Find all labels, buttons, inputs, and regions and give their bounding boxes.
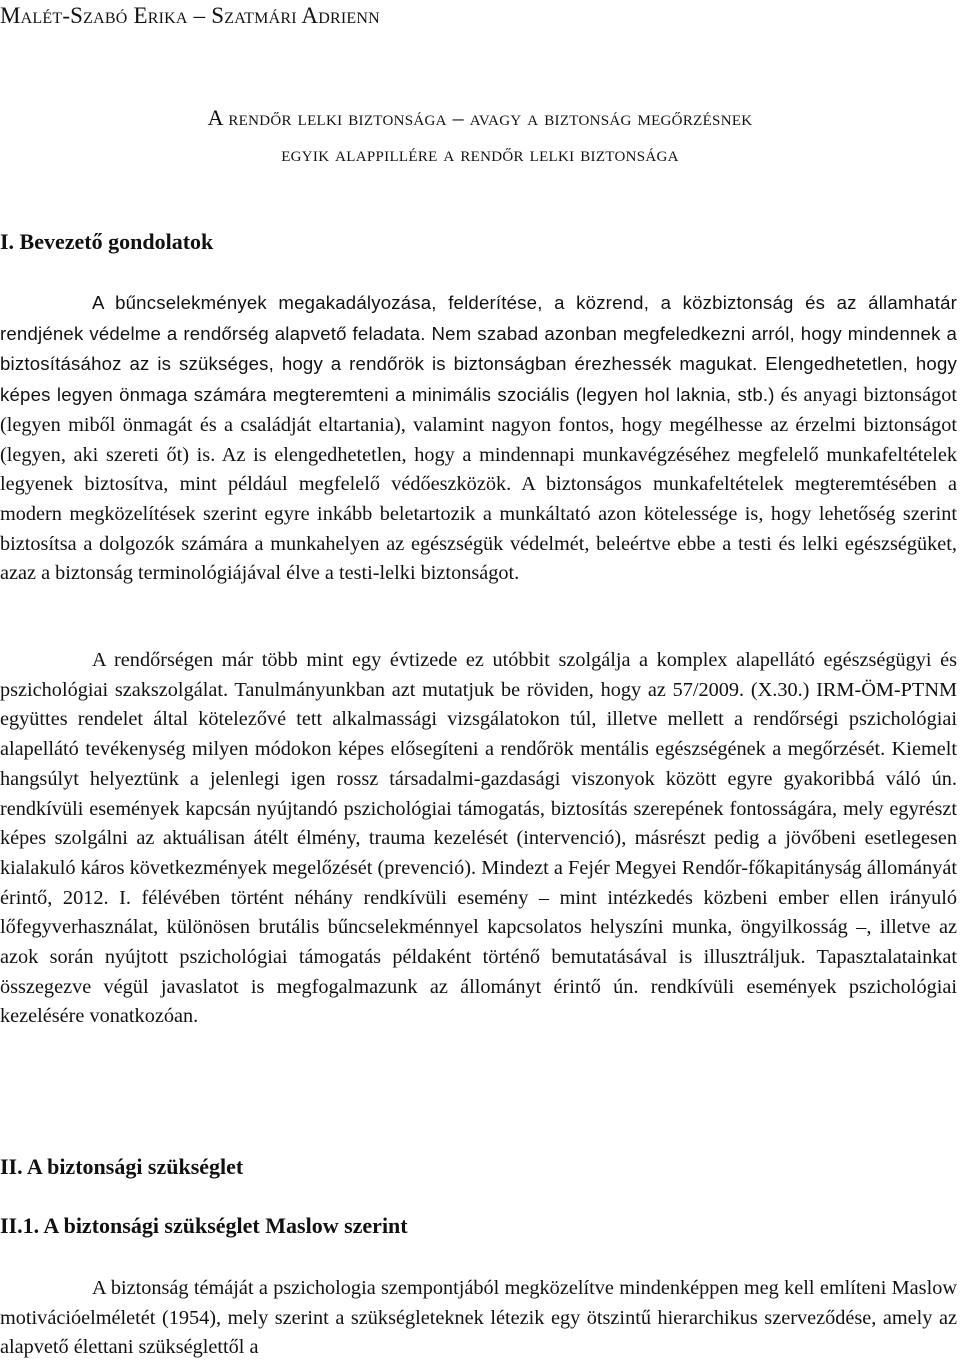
document-title (0, 100, 960, 172)
intro-paragraph-1 (0, 288, 957, 589)
intro-paragraph-2 (0, 646, 957, 1032)
section-heading-introduction: I. Bevezető gondolatok (0, 229, 214, 254)
section-heading-security-need: II. A biztonsági szükséglet (0, 1154, 244, 1179)
subsection-heading-maslow: II.1. A biztonsági szükséglet Maslow szerint (0, 1213, 408, 1238)
author-line: Malét-Szabó Erika – Szatmári Adrienn (0, 3, 380, 28)
intro-paragraph-2-text: A rendőrségen már több mint egy évtizede ez utóbbit szolgálja a komplex alapellátó egészségügyi és pszichológiai szakszolgálat. Tanulmányunkban azt mutatjuk be röviden, hogy az 57/2009. (X.30.) IRM-ÖM-PTNM együttes rendelet által kötelezővé tett alkalmassági vizsgálatokon túl, illetve mellett a rendőrségi pszichológiai alapellátó tevékenység milyen módokon képes elősegíteni a rendőrök mentális egészségének a megőrzését. Kiemelt hangsúlyt helyeztünk a jelenlegi igen rossz társadalmi-gazdasági viszonyok között egyre gyakoribbá váló ún. rendkívüli események kapcsán nyújtandó pszichológiai támogatás, biztosítás szerepének fontosságára, mely egyrészt képes szolgálni az aktuálisan átélt élmény, trauma kezelését (intervenció), másrészt pedig a jövőbeni esetlegesen kialakuló káros következmények megelőzését (prevenció). Mindezt a Fejér Megyei Rendőr-főkapitányság állományát érintő, 2012. I. félévében történt néhány rendkívüli esemény – mint intézkedés közbeni ember ellen irányuló lőfegyverhasználat, különösen brutális bűncselekménnyel kapcsolatos helyszíni munka, öngyilkosság –, illetve az azok során nyújtott pszichológiai támogatás példaként történő bemutatásával is illusztráljuk. Tapasztalatainkat összegezve végül javaslatot is megfogalmazunk az állományt érintő ún. rendkívüli események pszichológiai kezelésére vonatkozóan. (0, 649, 957, 1028)
title-line-1: A rendőr lelki biztonsága – avagy a biztonság megőrzésnek (207, 105, 753, 130)
intro-paragraph-1-sans: A bűncselekmények megakadályozása, felderítése, a közrend, a közbiztonság és az államhatár rendjének védelme a rendőrség alapvető feladata. Nem szabad azonban megfeledkezni arról, hogy mindennek a biztosításához az is szükséges, hogy a rendőrök is biztonságban érezhessék magukat. Elengedhetetlen, hogy képes legyen önmaga számára megteremteni a minimális szociális (legyen hol laknia, stb.) (0, 292, 957, 406)
maslow-paragraph-text: A biztonság témáját a pszichologia szempontjából megközelítve mindenképpen meg kell említeni Maslow motivációelméletét (1954), mely szerint a szükségleteknek létezik egy ötszintű hierarchikus szerveződése, amely az alapvető élettani szükséglettől a (0, 1277, 957, 1359)
maslow-paragraph (0, 1274, 957, 1363)
intro-paragraph-1-serif: és anyagi biztonságot (legyen miből önmagát és a családját eltartania), valamint nagyon fontos, hogy megélhesse az érzelmi biztonságot (legyen, aki szereti őt) is. Az is elengedhetetlen, hogy a mindennapi munkavégzéséhez megfelelő munkafeltételek legyenek biztosítva, mint például megfelelő védőeszközök. A biztonságos munkafeltételek megteremtésében a modern megközelítések szerint egyre inkább beletartozik a munkáltató azon kötelessége is, hogy lehetőség szerint biztosítsa a dolgozók számára a munkahelyen az egészségük védelmét, beleértve ebbe a testi és lelki egészségüket, azaz a biztonság terminológiájával élve a testi-lelki biztonságot. (0, 384, 957, 585)
title-line-2: egyik alappillére a rendőr lelki biztonsága (281, 141, 679, 166)
